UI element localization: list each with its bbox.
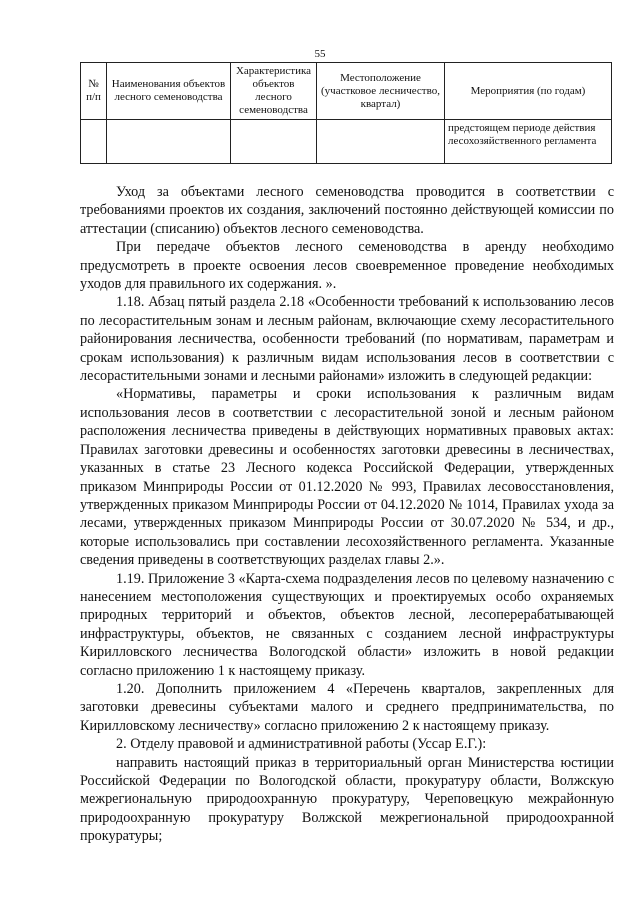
paragraph: При передаче объектов лесного семеноводства в аренду необходимо предусмотреть в проекте освоения лесов своевременное проведение необходимых уходов для правильного их содержания. ». [80,239,614,293]
page-number: 55 [314,48,326,60]
paragraph: 1.20. Дополнить приложением 4 «Перечень кварталов, закрепленных для заготовки древесины субъектами малого и среднего предпринимательства, по Кирилловскому лесничеству» согласно приложению 2 к настоящему приказу. [80,680,614,734]
paragraph: Уход за объектами лесного семеноводства проводится в соответствии с требованиями проектов их создания, заключений постоянно действующей комиссии по аттестации (списанию) объектов лесного семеноводства. [80,184,614,237]
table-cell [81,120,107,164]
col-header-name: Наименования объектов лесного семеноводства [107,63,231,120]
col-header-location: Местоположение (участковое лесничество, квартал) [317,63,445,120]
paragraph: направить настоящий приказ в территориальный орган Министерства юстиции Российской Федерации по Вологодской области, прокуратуру области, Волжскую межрегиональную природоохранную прокуратуру, Череповецкую межрайонную природоохранную прокуратуру Волжской межрегиональной природоохранной прокуратуры; [80,754,614,845]
paragraph: 2. Отделу правовой и административной работы (Уссар Е.Г.): [116,736,487,753]
document-body [80,183,614,846]
table-cell [317,120,445,164]
col-header-number: № п/п [81,63,107,120]
table-cell [231,120,317,164]
table-cell [107,120,231,164]
table-header-row [81,63,612,120]
col-header-measures: Мероприятия (по годам) [445,63,612,120]
table-row [81,120,612,164]
paragraph: 1.18. Абзац пятый раздела 2.18 «Особенности требований к использованию лесов по лесорастительным зонам и лесным районам, включающие схему лесорастительного районирования лесничества, особенности требований (по нормативам, параметрам и срокам использования) к различным видам использования лесов в соответствии с лесорастительными зонами и лесными районами» изложить в следующей редакции: [80,294,614,385]
table-cell-measures: предстоящем периоде действия лесохозяйственного регламента [445,120,612,164]
col-header-characteristics: Характеристика объектов лесного семеноводства [231,63,317,120]
paragraph: «Нормативы, параметры и сроки использования к различным видам использования лесов в соответствии с лесорастительной зоной и лесным районом расположения лесничества приведены в действующих нормативных правовых актах: Правилах заготовки древесины и особенностях заготовки древесины в лесничествах, указанных в статье 23 Лесного кодекса Российской Федерации, утвержденных приказом Минприроды России от 01.12.2020 № 993, Правилах лесовосстановления, утвержденных приказом Минприроды России от 04.12.2020 № 1014, Правилах ухода за лесами, утвержденных приказом Минприроды России от 30.07.2020 № 534, и др., которые использовались при составлении лесохозяйственного регламента. Указанные сведения приведены в соответствующих разделах главы 2.». [80,386,614,569]
paragraph: 1.19. Приложение 3 «Карта-схема подразделения лесов по целевому назначению с нанесением местоположения существующих и проектируемых особо охраняемых природных территорий и объектов, объектов лесной, лесоперерабатывающей инфраструктуры, объектов, не связанных с созданием лесной инфраструктуры Кирилловского лесничества Вологодской области» изложить в новой редакции согласно приложению 1 к настоящему приказу. [80,570,614,679]
objects-table [80,62,612,164]
